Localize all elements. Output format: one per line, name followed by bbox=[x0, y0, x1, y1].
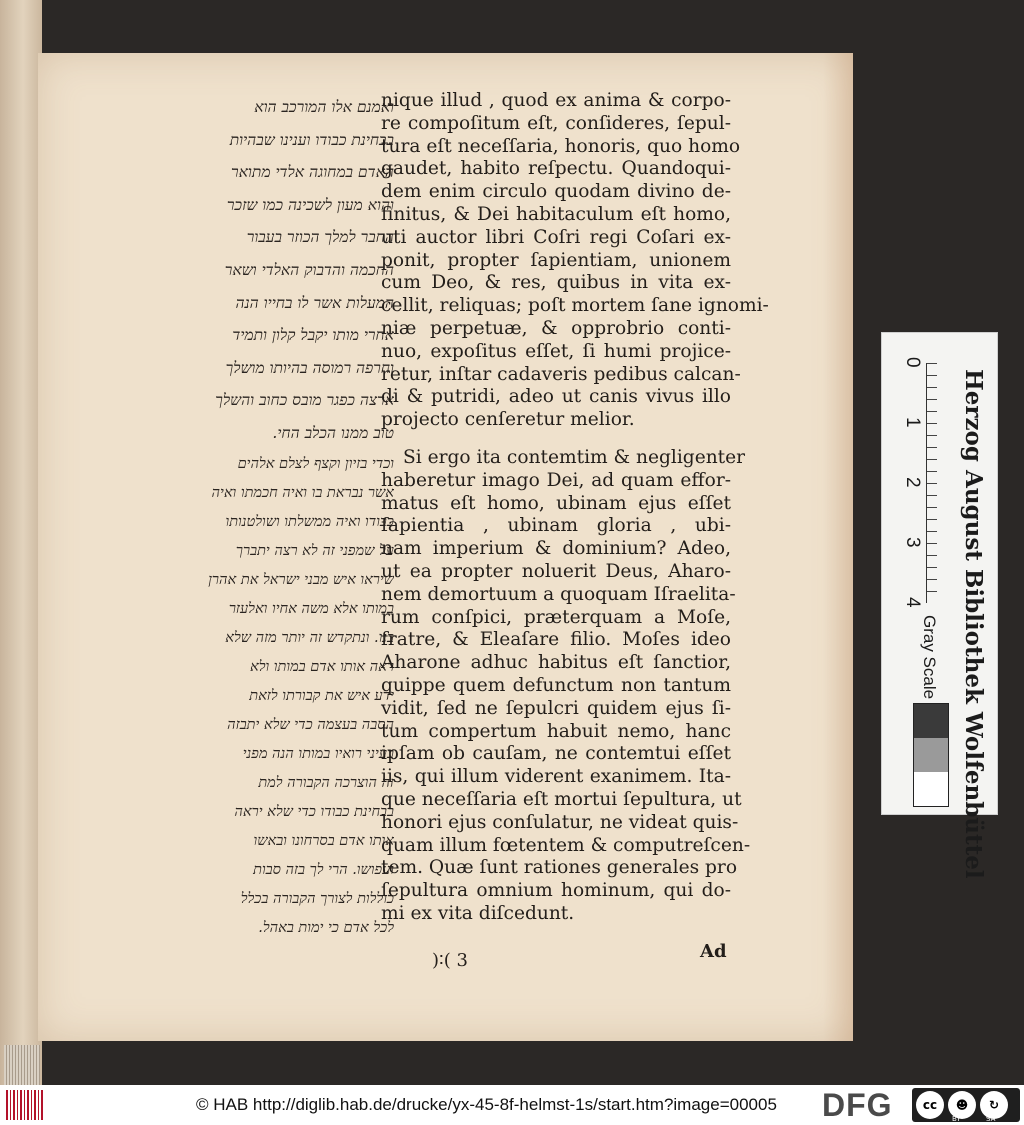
gray-swatch bbox=[914, 704, 948, 738]
gray-swatch bbox=[914, 738, 948, 772]
hebrew-line: זה הוצרכה הקבורה למת bbox=[258, 774, 394, 791]
hebrew-line: במותו אלא משה אחיו ואלעזר bbox=[228, 600, 394, 617]
hebrew-line: ועפושו. הרי לך בזה סבות bbox=[253, 861, 394, 878]
library-title: Herzog August Bibliothek Wolfenbüttel bbox=[960, 369, 987, 879]
sa-label: SA bbox=[986, 1115, 996, 1123]
latin-line: ut ea propter noluerit Deus, Aharo- bbox=[381, 560, 731, 582]
latin-line: retur, inſtar cadaveris pedibus calcan- bbox=[381, 363, 741, 385]
hebrew-line: לכל אדם כי ימות באהל. bbox=[258, 919, 394, 936]
ruler-number: 2 bbox=[902, 477, 923, 488]
dfg-logo: DFG bbox=[822, 1087, 893, 1123]
share-alike-icon: ↻ bbox=[980, 1091, 1008, 1119]
gray-swatch bbox=[914, 772, 948, 806]
ruler-number: 1 bbox=[902, 417, 923, 428]
latin-line: Aharone adhuc habitus eſt ſanctior, bbox=[381, 652, 731, 674]
latin-line: nam imperium & dominium? Adeo, bbox=[381, 538, 731, 560]
catchword: Ad bbox=[700, 941, 727, 962]
latin-column bbox=[381, 90, 769, 926]
hebrew-line: אשר נבראת בו ואיה חכמתו ואיה bbox=[211, 484, 394, 501]
page-stack bbox=[4, 1045, 40, 1085]
cc-license-badge[interactable] bbox=[912, 1088, 1020, 1122]
latin-line: cum Deo, & res, quibus in vita ex- bbox=[381, 272, 731, 294]
by-label: BY bbox=[952, 1115, 961, 1123]
latin-line: mi ex vita diſcedunt. bbox=[381, 902, 575, 924]
hebrew-line: ידע איש את קבורתו לזאת bbox=[249, 687, 394, 704]
hab-barcode-icon bbox=[6, 1090, 44, 1120]
hebrew-line: בבחינת כבודו וענינו שבהיות bbox=[229, 130, 394, 149]
latin-line: fratre, & Eleaſare filio. Moſes ideo bbox=[381, 629, 731, 651]
hebrew-line: טוב ממנו הכלב החי. bbox=[272, 423, 394, 442]
latin-line: honori ejus conſulatur, ne videat quis- bbox=[381, 811, 739, 833]
latin-line: tem. Quæ ſunt rationes generales pro bbox=[381, 857, 738, 879]
hebrew-line: וכדי בזיון וקצף לצלם אלהים bbox=[237, 455, 394, 472]
hebrew-line: החכמה והדבוק האלדי ושאר bbox=[224, 260, 394, 279]
latin-line: uti auctor libri Coſri regi Coſari ex- bbox=[381, 226, 731, 248]
latin-line: dem enim circulo quodam divino de- bbox=[381, 181, 731, 203]
latin-line: iis, qui illum viderent exanimem. Ita- bbox=[381, 766, 731, 788]
ruler-number: 3 bbox=[902, 537, 923, 548]
hebrew-line: בעיני רואיו במותו הנה מפני bbox=[242, 745, 394, 762]
latin-line: projecto cenſeretur melior. bbox=[381, 409, 635, 431]
cc-icon: cc bbox=[916, 1091, 944, 1119]
latin-line: quippe quem defunctum non tantum bbox=[381, 674, 731, 696]
ruler-number: 0 bbox=[902, 357, 923, 368]
hebrew-column bbox=[146, 91, 394, 943]
latin-line: rum conſpici, præterquam a Moſe, bbox=[381, 606, 731, 628]
hebrew-line: אותו אדם בסרחונו ובאשו bbox=[253, 832, 394, 849]
gray-swatches bbox=[913, 703, 949, 807]
latin-line: di & putridi, adeo ut canis vivus illo bbox=[381, 386, 731, 408]
latin-line: nuo, expoſitus eſſet, ſi humi projice- bbox=[381, 340, 731, 362]
hebrew-line: האדם במחוגה אלדי מתואר bbox=[231, 163, 394, 182]
latin-line: cellit, reliquas; poſt mortem ſane ignomi- bbox=[381, 295, 769, 317]
footer-bar bbox=[0, 1085, 1024, 1125]
source-url[interactable]: © HAB http://diglib.hab.de/drucke/yx-45-8f-helmst-1s/start.htm?image=00005 bbox=[196, 1095, 777, 1114]
hebrew-line: הסבה בעצמה כדי שלא יתבזה bbox=[227, 716, 394, 733]
left-page-edge bbox=[0, 0, 42, 1085]
hebrew-line: בנו. ונתקדש זה יותר מזה שלא bbox=[225, 629, 394, 646]
hebrew-line: שיראו איש מבני ישראל את אהרן bbox=[208, 571, 394, 588]
latin-line: que neceſſaria eſt mortui ſepultura, ut bbox=[381, 788, 742, 810]
latin-line: ſepultura omnium hominum, qui do- bbox=[381, 880, 731, 902]
latin-line: tum compertum habuit nemo, hanc bbox=[381, 720, 731, 742]
hebrew-line: והוא מעון לשכינה כמו שזכר bbox=[226, 195, 394, 214]
latin-line: vidit, ſed ne ſepulcri quidem ejus ſi- bbox=[381, 697, 731, 719]
person-icon: ☻ bbox=[948, 1091, 976, 1119]
latin-line: nem demortuum a quoquam Iſraelita- bbox=[381, 583, 736, 605]
latin-line: matus eſt homo, ubinam ejus eſſet bbox=[381, 492, 731, 514]
book-page bbox=[38, 53, 853, 1041]
latin-line: gaudet, habito reſpectu. Quandoqui- bbox=[381, 158, 731, 180]
hebrew-line: על שמפני זה לא רצה יתברך bbox=[235, 542, 394, 559]
hebrew-line: ואמנם אלו המורכב הוא bbox=[254, 98, 394, 116]
latin-line: Si ergo ita contemtim & negligenter bbox=[403, 446, 746, 468]
latin-line: ſapientia , ubinam gloria , ubi- bbox=[381, 515, 731, 537]
hebrew-line: כוללות לצורך הקבורה בכלל bbox=[240, 890, 394, 907]
latin-line: quam illum fœtentem & computreſcen- bbox=[381, 834, 751, 856]
hebrew-line: וחרפה רמוסה בהיותו מושלך bbox=[225, 358, 394, 377]
latin-line: finitus, & Dei habitaculum eſt homo, bbox=[381, 203, 731, 225]
hebrew-line: החבר למלך הכוזר בעבור bbox=[246, 228, 394, 247]
latin-line: haberetur imago Dei, ad quam effor- bbox=[381, 469, 731, 491]
hebrew-line: אחרי מותו יקבל קלון ותמיד bbox=[232, 326, 394, 345]
signature-mark: )∶( 3 bbox=[432, 950, 468, 971]
hebrew-line: ראה אותו אדם במותו ולא bbox=[250, 658, 394, 675]
hebrew-line: ארצה כפגר מובס כחוב והשלך bbox=[215, 391, 394, 410]
latin-line: nique illud , quod ex anima & corpo- bbox=[381, 90, 731, 111]
hebrew-line: בבחינת כבודו כדי שלא יראה bbox=[234, 803, 394, 820]
latin-line: re compoſitum eſt, conſideres, ſepul- bbox=[381, 112, 731, 134]
latin-line: niæ perpetuæ, & opprobrio conti- bbox=[381, 317, 731, 339]
gray-scale-card bbox=[881, 332, 998, 879]
gray-scale-label: Gray Scale bbox=[920, 615, 939, 700]
ruler bbox=[926, 363, 951, 603]
ruler-number: 4 bbox=[902, 597, 923, 608]
latin-line: tura eſt neceſſaria, honoris, quo homo bbox=[381, 135, 741, 157]
hebrew-line: המעלות אשר לו בחייו הנה bbox=[235, 293, 394, 312]
latin-line: ipſam ob cauſam, ne contemtui eſſet bbox=[381, 743, 731, 765]
latin-line: ponit, propter ſapientiam, unionem bbox=[381, 249, 731, 271]
hebrew-line: כבודו ואיה ממשלתו ושולטנותו bbox=[225, 513, 394, 530]
